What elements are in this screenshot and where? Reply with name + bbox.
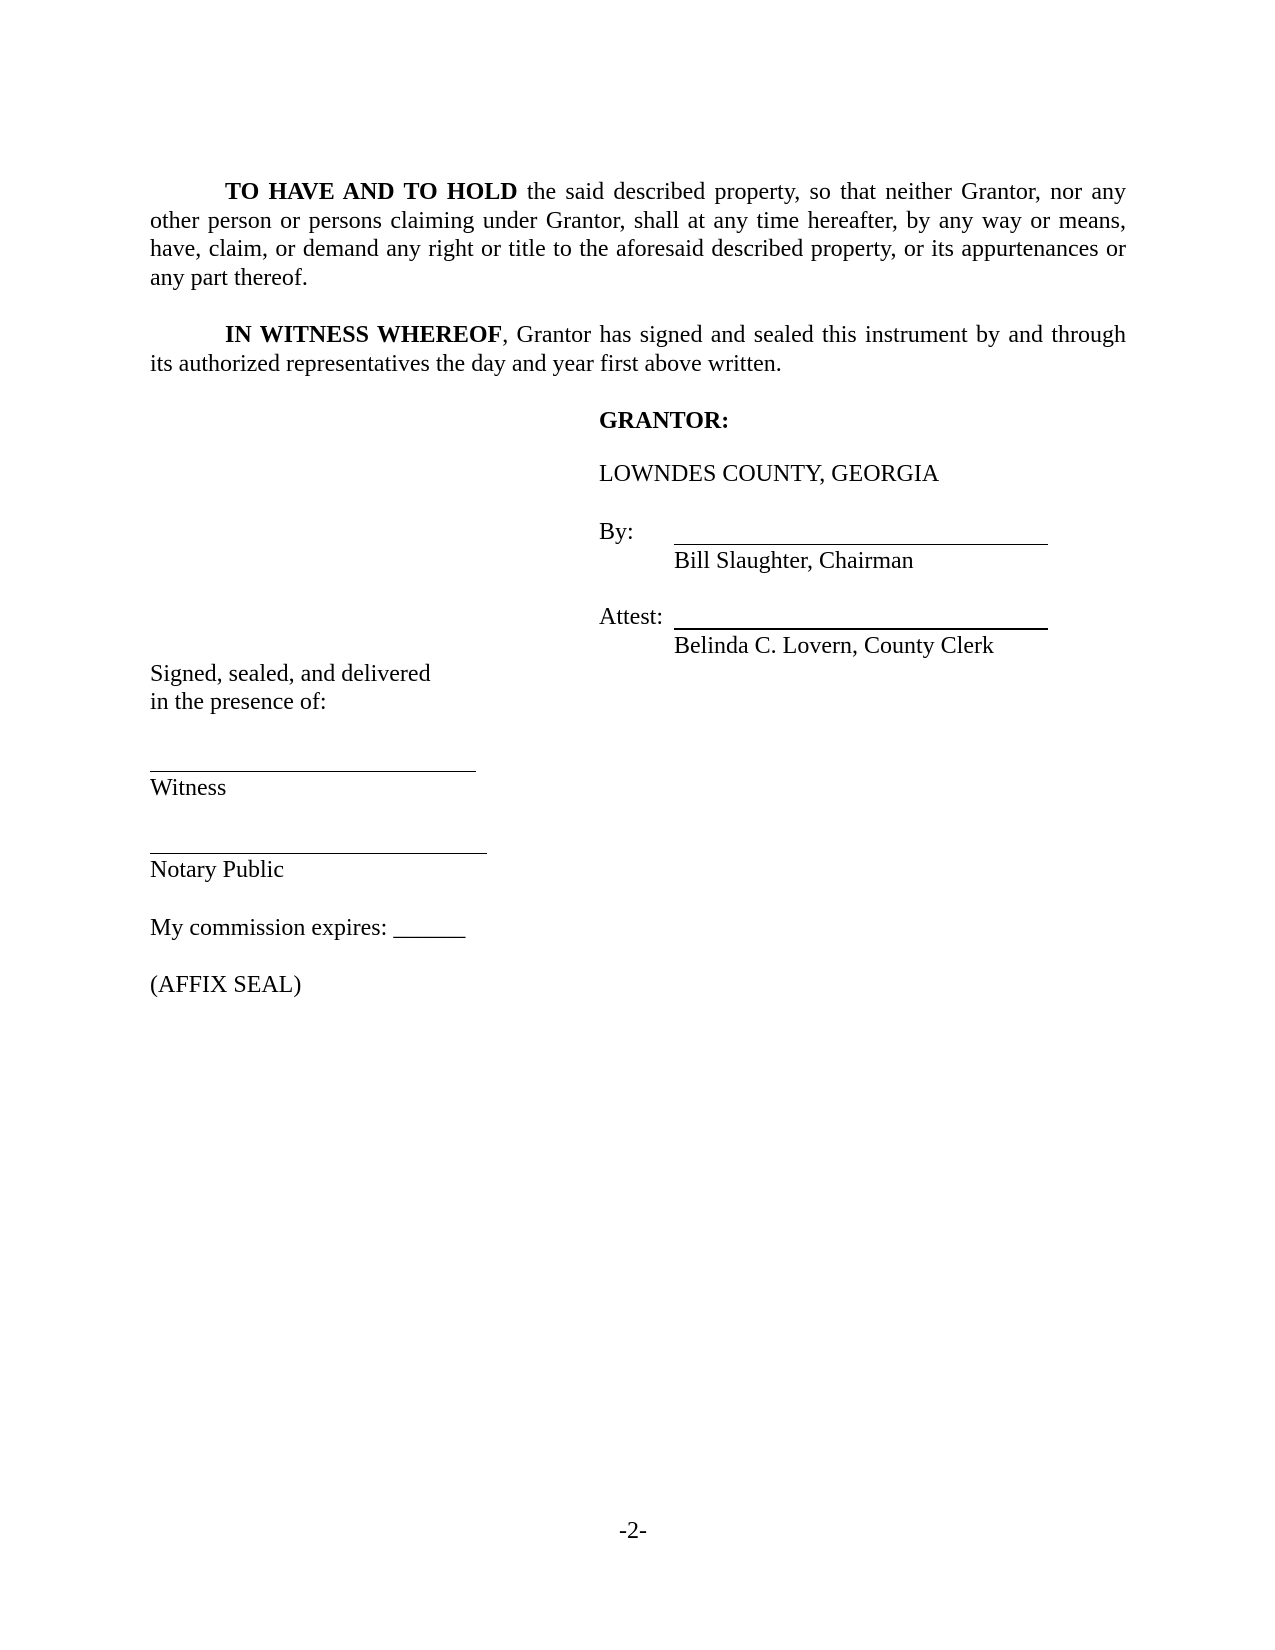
chairman-signature-line	[674, 544, 1048, 545]
grantor-entity: LOWNDES COUNTY, GEORGIA	[599, 461, 940, 487]
witness-intro-line2: in the presence of:	[150, 689, 327, 715]
affix-seal: (AFFIX SEAL)	[150, 972, 302, 998]
grantor-heading: GRANTOR:	[599, 408, 730, 434]
testimonium-lead: IN WITNESS WHEREOF	[225, 322, 503, 348]
habendum-text: the said described property, so that neither Grantor, nor any other person or persons claiming under Grantor, shall at any time hereafter, by any way or means, have, claim, or demand any right or title to the aforesaid described property, or its appurtenances or any part thereof.	[150, 179, 1126, 291]
attest-label: Attest:	[599, 604, 663, 630]
habendum-clause	[150, 178, 1126, 292]
witness-label: Witness	[150, 775, 227, 801]
chairman-name: Bill Slaughter, Chairman	[674, 548, 914, 574]
notary-label: Notary Public	[150, 857, 284, 883]
page-number: -2-	[619, 1518, 647, 1544]
testimonium-clause	[150, 321, 1126, 378]
commission-expires: My commission expires: ______	[150, 915, 466, 941]
notary-signature-line	[150, 853, 487, 854]
habendum-lead: TO HAVE AND TO HOLD	[225, 179, 518, 205]
clerk-name: Belinda C. Lovern, County Clerk	[674, 633, 994, 659]
clerk-signature-line	[674, 628, 1048, 630]
witness-signature-line	[150, 771, 476, 772]
by-label: By:	[599, 519, 634, 545]
witness-intro-line1: Signed, sealed, and delivered	[150, 661, 431, 687]
testimonium-text: , Grantor has signed and sealed this instrument by and through its authorized representatives the day and year first above written.	[150, 322, 1126, 377]
